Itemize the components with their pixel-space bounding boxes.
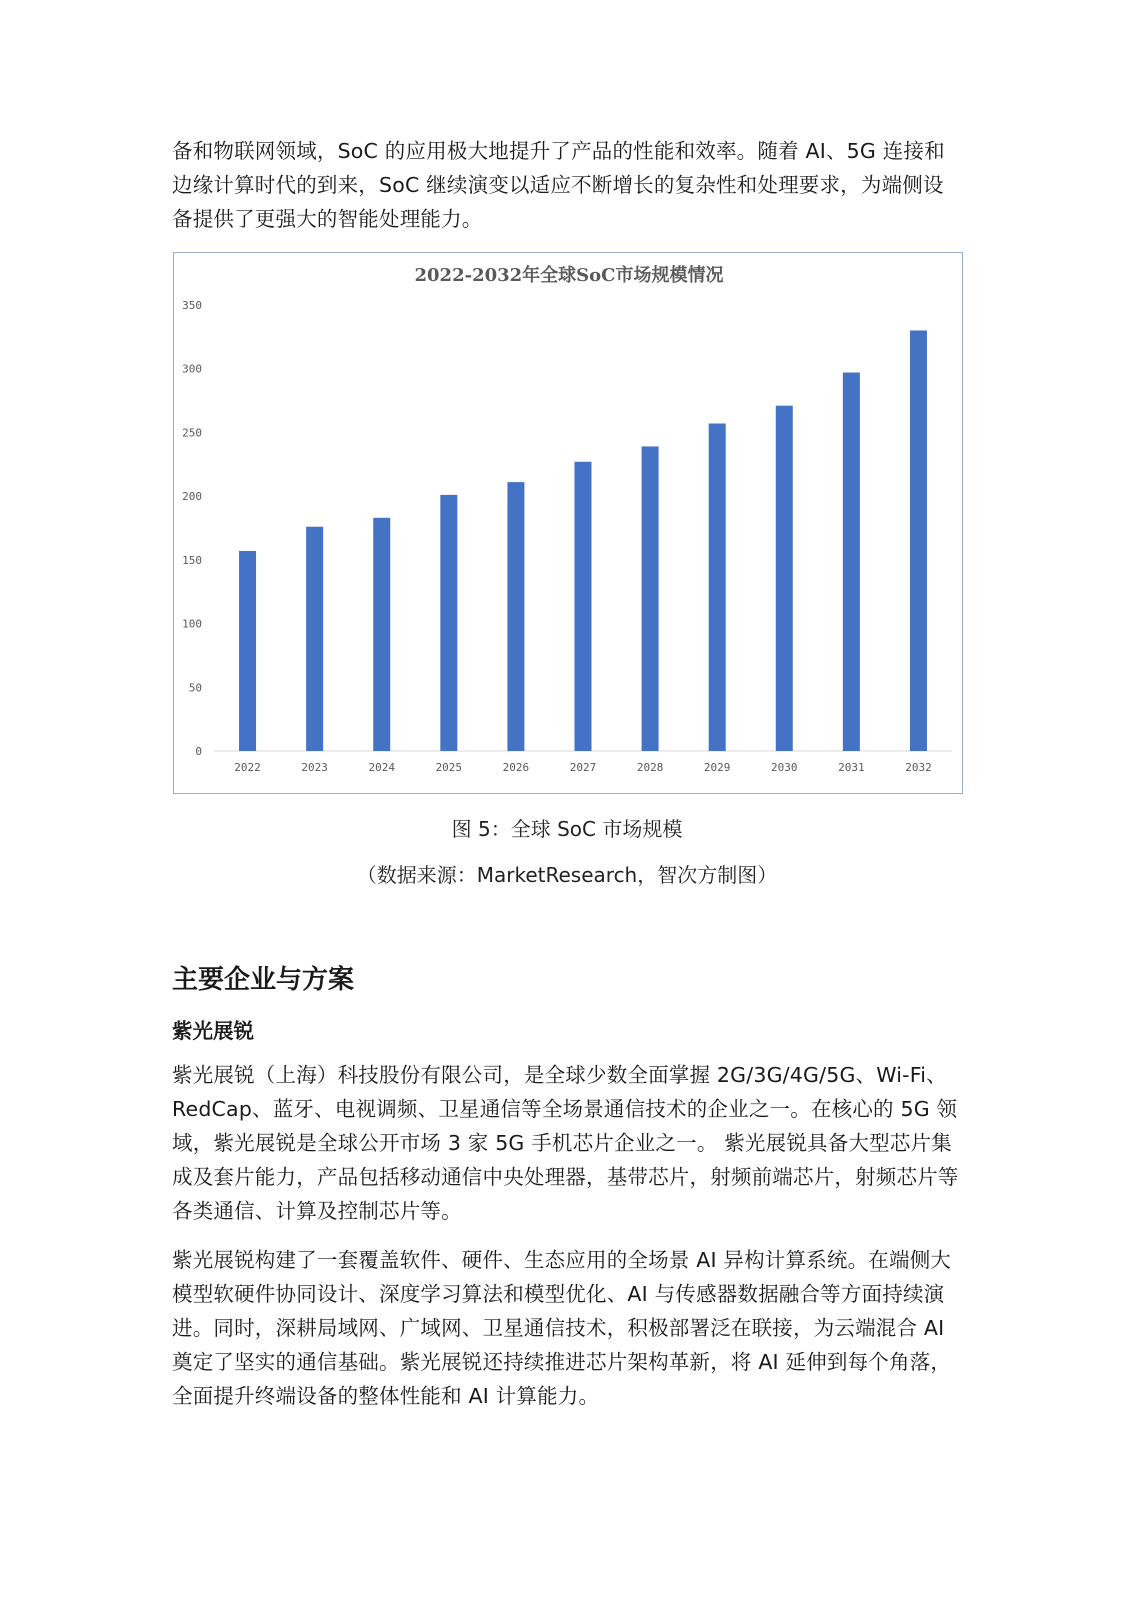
y-tick-label: 50 xyxy=(188,681,202,695)
bar-2030 xyxy=(776,406,793,751)
x-tick-label: 2026 xyxy=(502,761,530,774)
chart-title: 2022-2032年全球SoC市场规模情况 xyxy=(414,265,724,286)
bar-2031 xyxy=(843,373,860,751)
company-paragraph-2: 紫光展锐构建了一套覆盖软件、硬件、生态应用的全场景 AI 异构计算系统。在端侧大模型软硬件协同设计、深度学习算法和模型优化、AI 与传感器数据融合等方面持续演进。同时，深耕局域网、广域网、卫星通信技术，积极部署泛在联接，为云端混合 AI 奠定了坚实的通信基础。紫光展锐还持续推进芯片架构革新，将 AI 延伸到每个角落，全面提升终端设备的整体性能和 AI 计算能力。 xyxy=(172,1248,952,1408)
x-tick-label: 2028 xyxy=(636,761,664,774)
x-axis-ticks xyxy=(234,761,931,774)
y-tick-label: 0 xyxy=(195,745,202,758)
section-heading: 主要企业与方案 xyxy=(172,965,355,995)
bar-2028 xyxy=(642,446,659,751)
x-tick-label: 2030 xyxy=(771,761,798,774)
x-tick-label: 2031 xyxy=(838,761,865,774)
y-tick-label: 200 xyxy=(182,490,202,504)
y-tick-label: 250 xyxy=(182,426,202,440)
bar-2023 xyxy=(306,527,323,751)
market-size-chart xyxy=(173,252,963,794)
bar-2024 xyxy=(373,518,390,751)
bar-2032 xyxy=(910,330,927,751)
bar-2027 xyxy=(575,462,592,751)
figure-source: （数据来源：MarketResearch，智次方制图） xyxy=(356,863,778,887)
y-tick-label: 100 xyxy=(182,617,202,631)
x-tick-label: 2032 xyxy=(905,761,932,774)
y-tick-label: 150 xyxy=(182,553,202,567)
company-heading: 紫光展锐 xyxy=(172,1019,254,1043)
bar-series xyxy=(239,330,927,751)
x-tick-label: 2022 xyxy=(234,761,261,774)
chart-canvas xyxy=(174,253,964,795)
intro-paragraph: 备和物联网领域，SoC 的应用极大地提升了产品的性能和效率。随着 AI、5G 连接和边缘计算时代的到来，SoC 继续演变以适应不断增长的复杂性和处理要求，为端侧设备提供了更强大的智能处理能力。 xyxy=(172,139,945,231)
y-axis-ticks xyxy=(182,299,202,758)
x-tick-label: 2025 xyxy=(435,761,463,774)
company-paragraph-1: 紫光展锐（上海）科技股份有限公司，是全球少数全面掌握 2G/3G/4G/5G、Wi-Fi、RedCap、蓝牙、电视调频、卫星通信等全场景通信技术的企业之一。在核心的 5G 领域，紫光展锐是全球公开市场 3 家 5G 手机芯片企业之一。 紫光展锐具备大型芯片集成及套片能力，产品包括移动通信中央处理器，基带芯片，射频前端芯片，射频芯片等各类通信、计算及控制芯片等。 xyxy=(172,1063,959,1223)
bar-2022 xyxy=(239,551,256,751)
bar-2025 xyxy=(440,495,457,751)
bar-2026 xyxy=(507,482,524,751)
x-tick-label: 2027 xyxy=(569,761,597,774)
bar-2029 xyxy=(709,424,726,751)
x-tick-label: 2023 xyxy=(301,761,328,774)
x-tick-label: 2024 xyxy=(368,761,395,774)
x-tick-label: 2029 xyxy=(703,761,731,774)
figure-caption: 图 5：全球 SoC 市场规模 xyxy=(451,817,683,841)
y-tick-label: 350 xyxy=(182,299,202,312)
y-tick-label: 300 xyxy=(182,362,202,376)
